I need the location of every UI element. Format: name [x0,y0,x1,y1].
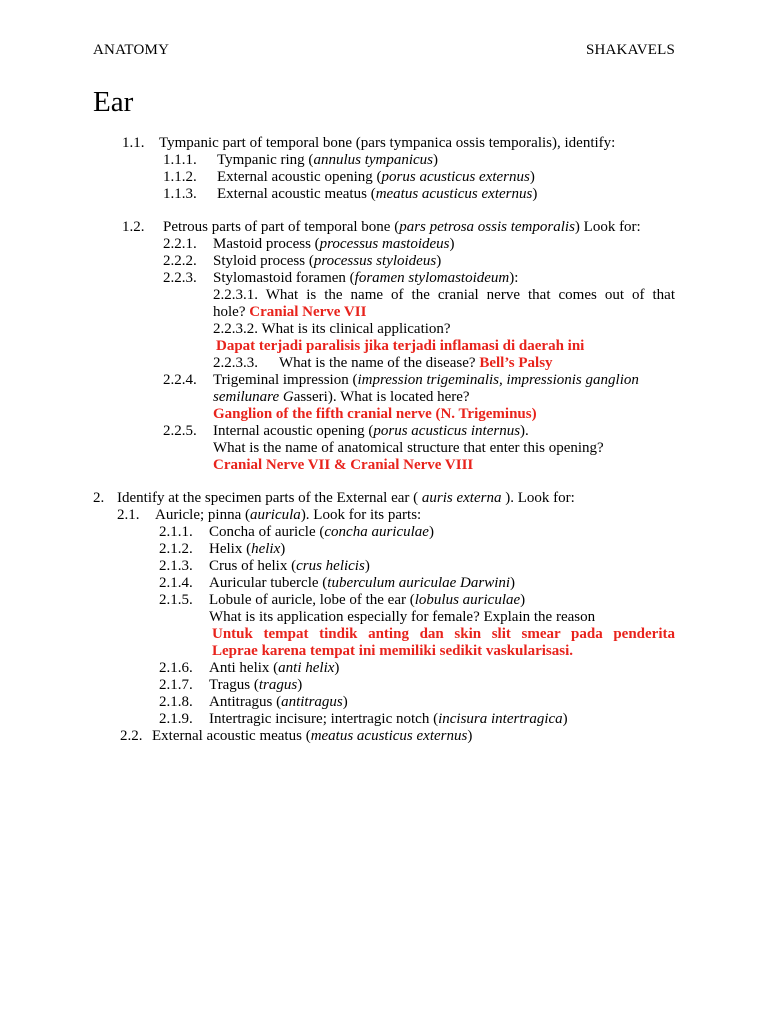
list-item: 2.1.4. Auricular tubercle (tuberculum auriculae Darwini) [159,575,516,591]
answer-text: Ganglion of the fifth cranial nerve (N. Trigeminus) [213,406,537,422]
section-1-2: 1.2. Petrous parts of part of temporal bone (pars petrosa ossis temporalis) Look for: [122,219,641,235]
answer-text: Bell’s Palsy [479,355,553,371]
list-item-cont: semilunare Gasseri). What is located here? [213,389,470,405]
list-item: 2.1.5. Lobule of auricle, lobe of the ear (lobulus auriculae) [159,592,526,608]
list-item: 1.1.2. External acoustic opening (porus acusticus externus) [163,169,535,185]
list-item: 1.1.3. External acoustic meatus (meatus acusticus externus) [163,186,538,202]
question-2-2-3-1-cont: hole? Cranial Nerve VII [213,304,367,320]
section-number: 2. [93,490,105,506]
answer-text: Untuk tempat tindik anting dan skin slit smear pada penderita [212,626,675,642]
answer-text: Dapat terjadi paralisis jika terjadi inflamasi di daerah ini [216,338,585,354]
list-item: 2.1.2. Helix (helix) [159,541,286,557]
question-2-2-3-1: 2.2.3.1. What is the name of the cranial nerve that comes out of that [213,287,675,303]
section-number: 1.1. [122,135,145,151]
list-item: 2.1.9. Intertragic incisure; intertragic notch (incisura intertragica) [159,711,568,727]
list-item: 2.1.1. Concha of auricle (concha auriculae) [159,524,434,540]
question-2-2-3-3: 2.2.3.3. What is the name of the disease? Bell’s Palsy [213,355,553,371]
answer-text: Cranial Nerve VII & Cranial Nerve VIII [213,457,474,473]
answer-text: Cranial Nerve VII [249,304,367,320]
section-2: 2. Identify at the specimen parts of the External ear ( auris externa ). Look for: [93,490,575,506]
question-2-2-5: What is the name of anatomical structure that enter this opening? [213,440,604,456]
question-2-1-5: What is its application especially for female? Explain the reason [209,609,596,625]
list-item: 2.2.1. Mastoid process (processus mastoideus) [163,236,455,252]
list-item: 2.2.2. Styloid process (processus styloideus) [163,253,442,269]
list-item: 2.1.7. Tragus (tragus) [159,677,303,693]
page-title: Ear [93,86,134,118]
section-2-2: 2.2. External acoustic meatus (meatus acusticus externus) [120,728,473,744]
list-item: 2.1.3. Crus of helix (crus helicis) [159,558,370,574]
list-item: 2.1.6. Anti helix (anti helix) [159,660,340,676]
section-number: 1.2. [122,219,145,235]
header-right: SHAKAVELS [585,42,675,58]
answer-text: Leprae karena tempat ini memiliki sedikit vaskularisasi. [212,643,573,659]
section-2-1: 2.1. Auricle; pinna (auricula). Look for its parts: [117,507,422,523]
list-item: 1.1.1. Tympanic ring (annulus tympanicus) [163,152,439,168]
list-item: 2.2.4. Trigeminal impression (impression trigeminalis, impressionis ganglion [163,372,639,388]
header-left: ANATOMY [93,42,170,58]
list-item: 2.2.5. Internal acoustic opening (porus acusticus internus). [163,423,529,439]
section-text: Tympanic part of temporal bone (pars tympanica ossis temporalis), identify: [159,135,616,151]
section-1-1 [122,135,615,152]
list-item: 2.2.3. Stylomastoid foramen (foramen stylomastoideum): [163,270,519,286]
question-2-2-3-2: 2.2.3.2. What is its clinical application? [213,321,451,337]
list-item: 2.1.8. Antitragus (antitragus) [159,694,348,710]
